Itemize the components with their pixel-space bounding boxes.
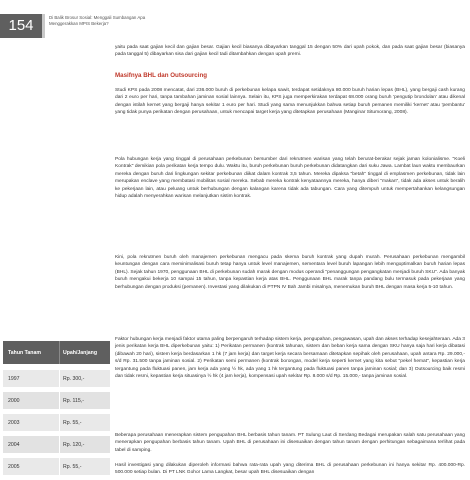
paragraph-hasil-investigasi: Hasil investigasi yang dilakukan diperoleh informasi bahwa rata-rata upah yang diterima BHL di perusahaan perkebunan ini hanya sekitar Rp. 400.000-Rp. 500.000 setiap bulan. Di PT LNK Gohor Lama Langkat, besar upah BHL disesuaikan dengan (115, 463, 465, 476)
cell-wage: Rp. 300,- (59, 370, 110, 387)
paragraph-pola-hubungan: Pola hubungan kerja yang tinggal di perusahaan perkebunan bersumber dari rekrutmen warisan yang telah berurat-berakar sejak jaman kolonialisme. "Koeli Kontrak" demikian pola perikatan kerja tempo dulu. Waktu itu, buruh perkebunan buruh perkebunan didatangkan dari suku Jawa. Lambat laun waktu membaurkan mereka dengan buruh dari lingkungan sekitar perkebunan diikat dalam kontrak 3,5 tahun. Mereka dipaksa "betah" tinggal di emplasmen perkebunan, tidak lain merupakan enclave yang membatasi mobilitas sosial mereka. Sebab mereka kontrak kenyataannya mereka, hanya diberi "makan", tidak ada akses untuk beralih ke pekerjaan lain, atau peluang untuk berhubungan dengan kalangan karena tidak ada tabungan. Cara yang ditempuh untuk mempertahankan kelangsungan hidup adalah menyerahkan warisan melanjutkan sistim kontrak. (115, 157, 465, 200)
paragraph-sistem-pengupahan: Beberapa perusahaan menerapkan sistem pengupahan BHL berbasis tahun tanam. PT Sulung Laut di Serdang Bedagai merupakan salah satu perusahaan yang menerapkan pengupahan berbasis tahun tanam. Upah BHL di perusahaan ini disesuaikan dengan tahun tanam dengan perhitungan sebagaimana terlihat pada tabel di samping. (115, 433, 465, 453)
paragraph-studi-kps: Studi KPS pada 2008 mencatat, dari 236.000 buruh di perkebunan kelapa sawit, terdapat setidaknya 80.000 buruh harian lepas (BHL), yang bergaji cash kurang dari 2 euro per hari, tanpa tambahan jaminan sosial lainnya. Selain itu, KPS juga memperkirakan terdapat 68.000 orang buruh 'pengutip brondolan' atau dikenal dengan istilah kernet yang bergaji hanya sekitar 1 euro per hari. Studi yang sama menunjukkan bahwa setiap buruh pemanen memiliki 'kernet' atau 'pembantu' yang tidak punya perikatan dengan perusahaan, untuk mencapai target kerja yang ditetapkan perusahaan (Manginar Situmorang, 2008). (115, 88, 465, 116)
cell-wage: Rp. 120,- (59, 436, 110, 453)
running-title: Di Balik Brosur Sosial: Menggali Sumbangan Apa Menggerakkan MPIS Bekerja? (49, 15, 146, 26)
page-number-accent (42, 14, 45, 38)
header-upah-janjang: Upah/Janjang (59, 341, 110, 364)
cell-wage: Rp. 55,- (59, 458, 110, 475)
section-heading: Masifnya BHL dan Outsourcing (115, 72, 208, 79)
paragraph-faktor-hubungan: Faktor hubungan kerja menjadi faktor utama paling berpengaruh terhadap sistem kerja, pengupahan, pengawasan, upah dan akses terhadap kesejahteraan. Ada 3 jenis perikatan kerja BHL diperkebunan yaitu: 1) Perikatan permanen (kontrak tahunan, sistem dan beban kerja sama dengan SKU hanya saja hari kerja dibatasi (dibawah 20 hari), sistem kerja berdasarkan 1 hk (7 jam kerja) dan target kerja secara bersamaan ditetapkan sepihak oleh perusahaan, upah antara Rp. 29.000,- s/d Rp. 31.500 tanpa jaminan sosial. 2) Perikatan semi permanen (kontrak borongan, model kerja seperti kernet yang kita sebut "pekel hemat", kepastian kerja tergantung pada fluktuasi panen, jam kerja ada yang ½ hk, ada yang 1 hk tergantung pada fluktuasi panen tanpa jaminan sosial; dan 3) Outsourcing baik resmi dan tidak resmi, kepastian kerja situasinya ½ hk (4 jam kerja), kompensasi upah sekitar Rp. 8.000 s/d Rp. 15.000,- tanpa jaminan sosial. (115, 337, 465, 380)
table-row (3, 392, 110, 409)
table-row (3, 458, 110, 475)
table-header (3, 341, 110, 364)
cell-year: 1997 (8, 375, 20, 382)
header-tahun-tanam: Tahun Tanam (8, 349, 41, 356)
cell-wage: Rp. 115,- (59, 392, 110, 409)
table-row (3, 436, 110, 453)
table-row (3, 370, 110, 387)
page-number: 154 (0, 14, 42, 38)
cell-year: 2003 (8, 419, 20, 426)
cell-year: 2005 (8, 463, 20, 470)
intro-paragraph: yaitu pada saat gajian kecil dan gajian besar. Gajian kecil biasanya dibayarkan tanggal 15 dengan 50% dari upah pokok, dan pada saat gajian besar (biasanya pada tanggal 5) dibayarkan sisa dari gajian kecil tadi ditambahkan dengan upah premi. (115, 45, 465, 58)
paragraph-rekrutmen: Kini, pola rekrutmen buruh oleh manajemen perkebunan mengacu pada skema buruh kontrak yang dupah murah. Perusahaan perkebunan mengambil keuntungan dengan cara meminimalisasi buruh tetap hanya untuk level manajemen, sementara level buruh lapangan lebih mengoptimalkan buruh harian lepas (BHL). Sejak tahun 1970, penggunaan BHL di perkebunan sudah marak dengan modus operandi "penanggungan pengangkatan menjadi buruh SKU". Ada banyak buruh mengakui bekerja 10 sampai 15 tahun, tanpa kepastian kerja atas BHL. Penggunaan BHL marak tanpa pandang bulu termasuk pada pekerjaan yang berhubungan dengan produksi (pemanen). Investasi yang dilakukan di PTPN IV Bah Jambi misalnya, menemukan buruh BHL dengan masa kerja 5-10 tahun. (115, 255, 465, 290)
cell-year: 2000 (8, 397, 20, 404)
wage-table (3, 341, 110, 475)
cell-wage: Rp. 55,- (59, 414, 110, 431)
table-row (3, 414, 110, 431)
page-header (0, 0, 470, 40)
cell-year: 2004 (8, 441, 20, 448)
